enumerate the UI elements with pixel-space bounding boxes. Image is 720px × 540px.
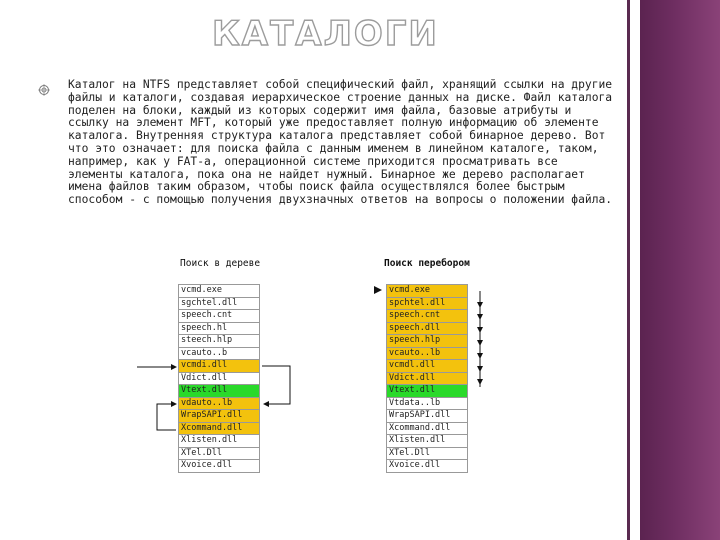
tree-file-row: speech.cnt: [178, 310, 260, 323]
tree-file-row: WrapSAPI.dll: [178, 410, 260, 423]
tree-left-connector: [157, 404, 176, 430]
linear-search-heading: Поиск перебором: [384, 258, 470, 269]
search-file-row: WrapSAPI.dll: [386, 410, 468, 423]
search-file-row: Xlisten.dll: [386, 435, 468, 448]
bullet-icon: [38, 84, 50, 96]
search-file-row: Vtext.dll: [386, 385, 468, 398]
tree-search-heading: Поиск в дереве: [180, 258, 261, 269]
search-file-row: speech.dll: [386, 323, 468, 336]
linear-entry-arrow: [374, 286, 382, 294]
search-file-row: spchtel.dll: [386, 298, 468, 311]
tree-right-connector: [262, 366, 290, 404]
tree-file-row: steech.hlp: [178, 335, 260, 348]
tree-file-row: Xcommand.dll: [178, 423, 260, 436]
tree-file-row: vdauto..lb: [178, 398, 260, 411]
tree-file-row: speech.hl: [178, 323, 260, 336]
tree-file-list: [178, 284, 260, 473]
tree-file-row: vcauto..b: [178, 348, 260, 361]
tree-file-row: Vtext.dll: [178, 385, 260, 398]
tree-file-row: Xlisten.dll: [178, 435, 260, 448]
linear-file-list: [386, 284, 468, 473]
slide-title: КАТАЛОГИ: [212, 14, 439, 54]
search-file-row: Xcommand.dll: [386, 423, 468, 436]
search-file-row: speech.cnt: [386, 310, 468, 323]
tree-file-row: XTel.Dll: [178, 448, 260, 461]
tree-file-row: sgchtel.dll: [178, 298, 260, 311]
search-file-row: speech.hlp: [386, 335, 468, 348]
tree-file-row: Xvoice.dll: [178, 460, 260, 473]
tree-file-row: Vdict.dll: [178, 373, 260, 386]
decorative-divider-line: [627, 0, 630, 540]
search-file-row: Xvoice.dll: [386, 460, 468, 473]
search-file-row: XTel.Dll: [386, 448, 468, 461]
search-file-row: Vtdata..lb: [386, 398, 468, 411]
decorative-side-band: [640, 0, 720, 540]
linear-step-arrows: [477, 302, 483, 385]
tree-file-row: vcmd.exe: [178, 284, 260, 298]
search-file-row: vcauto..lb: [386, 348, 468, 361]
search-file-row: Vdict.dll: [386, 373, 468, 386]
body-paragraph: Каталог на NTFS представляет собой специфический файл, хранящий ссылки на другие файлы и каталоги, создавая иерархическое строение данных на диске. Файл каталога поделен на блоки, каждый из которых содержит имя файла, базовые атрибуты и ссылку на элемент MFT, который уже предоставляет полную информацию об элементе каталога. Внутренняя структура каталога представляет собой бинарное дерево. Вот что это означает: для поиска файла с данным именем в линейном каталоге, таком, например, как у FAT-а, операционной системе приходится просматривать все элементы каталога, пока она не найдет нужный. Бинарное же дерево располагает имена файлов таким образом, чтобы поиск файла осуществлялся более быстрым способом - с помощью получения двухзначных ответов на вопросы о положении файла.: [68, 78, 613, 207]
search-file-row: vcmd.exe: [386, 284, 468, 298]
search-file-row: vcmdl.dll: [386, 360, 468, 373]
tree-file-row: vcmdi.dll: [178, 360, 260, 373]
